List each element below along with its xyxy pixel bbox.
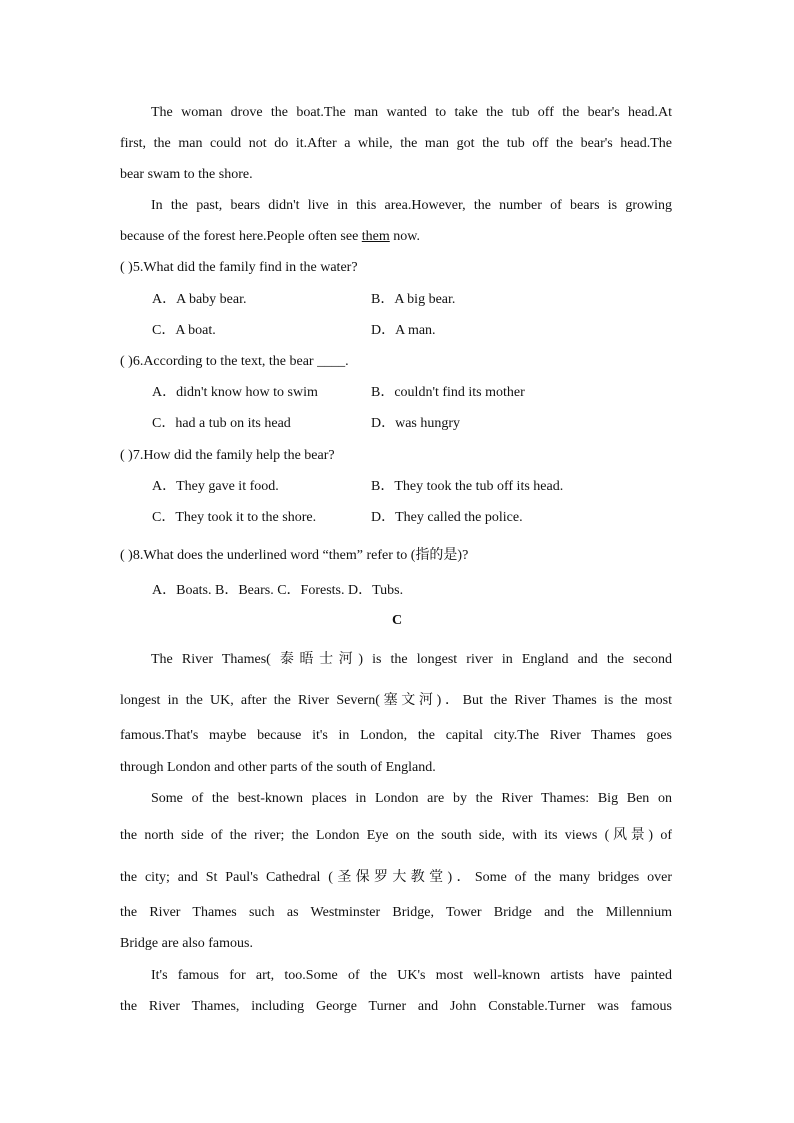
- passage-c-p1-l1: The River Thames( 泰晤士河) is the longest river in England and the second: [151, 652, 672, 667]
- q7-option-a[interactable]: A．They gave it food.: [152, 479, 279, 494]
- section-heading-c: C: [391, 613, 403, 628]
- q5-option-a[interactable]: A．A baby bear.: [152, 292, 247, 307]
- passage-b-p1-l1: The woman drove the boat.The man wanted to take the tub off the bear's head.At: [151, 105, 672, 120]
- q5-option-b[interactable]: B．A big bear.: [371, 292, 456, 307]
- q7-option-d[interactable]: D．They called the police.: [371, 510, 523, 525]
- passage-c-p2-l1: Some of the best-known places in London are by the River Thames: Big Ben on: [151, 791, 672, 806]
- passage-b-p1-l3: bear swam to the shore.: [120, 167, 253, 182]
- question-5: ( )5.What did the family find in the water?: [120, 260, 358, 275]
- passage-c-p2-l4: the River Thames such as Westminster Bridge, Tower Bridge and the Millennium: [120, 905, 672, 920]
- q5-option-d[interactable]: D．A man.: [371, 323, 436, 338]
- passage-c-p3-l2: the River Thames, including George Turner and John Constable.Turner was famous: [120, 999, 672, 1014]
- q7-option-b[interactable]: B．They took the tub off its head.: [371, 479, 564, 494]
- passage-c-p1-l4: through London and other parts of the south of England.: [120, 760, 436, 775]
- q6-option-b[interactable]: B．couldn't find its mother: [371, 385, 525, 400]
- passage-b-p1-l2: first, the man could not do it.After a while, the man got the tub off the bear's head.The: [120, 136, 672, 151]
- passage-c-p1-l3: famous.That's maybe because it's in London, the capital city.The River Thames goes: [120, 728, 672, 743]
- question-6: ( )6.According to the text, the bear ____.: [120, 354, 349, 369]
- passage-b-p2-l1: In the past, bears didn't live in this area.However, the number of bears is growing: [151, 198, 672, 213]
- underlined-word-them: them: [361, 229, 390, 244]
- passage-c-p2-l3: the city; and St Paul's Cathedral (圣保罗大教堂)．Some of the many bridges over: [120, 870, 672, 885]
- q8-options[interactable]: A．Boats. B．Bears. C．Forests. D．Tubs.: [152, 583, 404, 598]
- question-7: ( )7.How did the family help the bear?: [120, 448, 335, 463]
- passage-c-p2-l5: Bridge are also famous.: [120, 936, 253, 951]
- passage-c-p1-l2: longest in the UK, after the River Severn(塞文河)．But the River Thames is the most: [120, 693, 672, 708]
- question-8: ( )8.What does the underlined word “them” refer to (指的是)?: [120, 548, 469, 563]
- passage-c-p2-l2: the north side of the river; the London Eye on the south side, with its views (风景) of: [120, 828, 672, 843]
- q7-option-c[interactable]: C．They took it to the shore.: [152, 510, 317, 525]
- passage-b-p2-l2: because of the forest here.People often see them now.: [120, 229, 420, 244]
- q5-option-c[interactable]: C．A boat.: [152, 323, 216, 338]
- q6-option-d[interactable]: D．was hungry: [371, 416, 461, 431]
- passage-c-p3-l1: It's famous for art, too.Some of the UK's most well-known artists have painted: [151, 968, 672, 983]
- q6-option-a[interactable]: A．didn't know how to swim: [152, 385, 318, 400]
- q6-option-c[interactable]: C．had a tub on its head: [152, 416, 291, 431]
